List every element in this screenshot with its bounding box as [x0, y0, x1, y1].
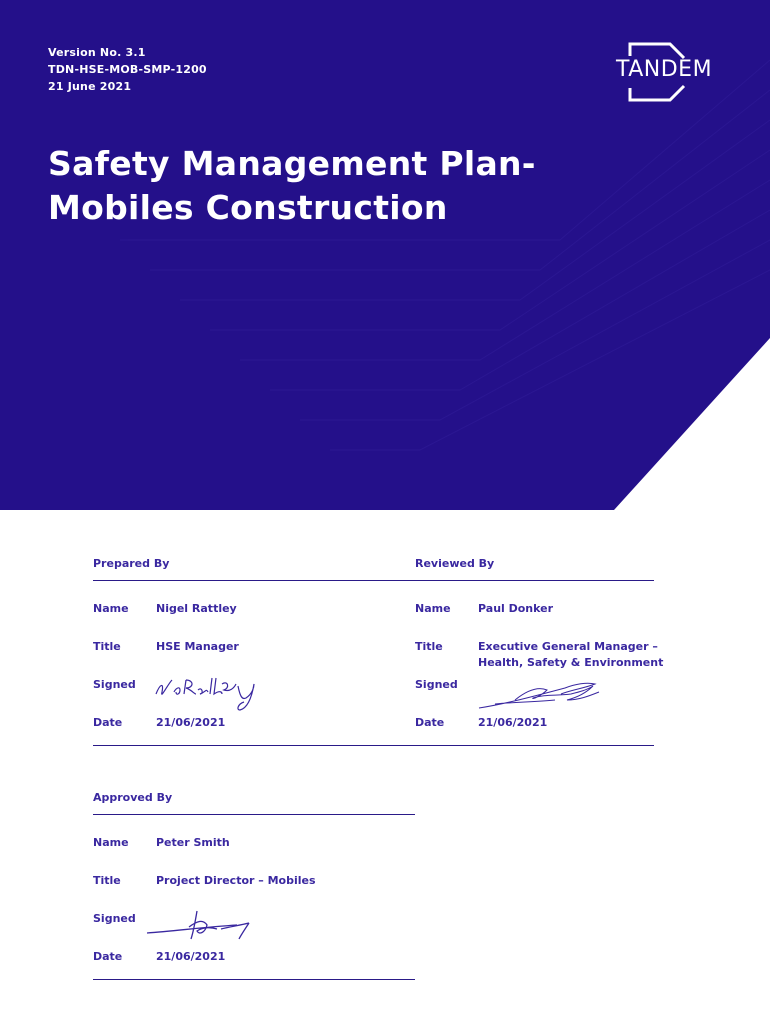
- prepared-top-rule: [93, 580, 413, 581]
- approved-bottom-rule: [93, 979, 415, 980]
- reviewed-signed-label: Signed: [415, 678, 458, 691]
- prepared-name: Nigel Rattley: [156, 602, 237, 615]
- approved-top-rule: [93, 814, 415, 815]
- prepared-date-label: Date: [93, 716, 123, 729]
- document-code: TDN-HSE-MOB-SMP-1200: [48, 63, 207, 76]
- logo-wordmark: TANDEM: [616, 57, 713, 82]
- approved-date: 21/06/2021: [156, 950, 226, 963]
- prepared-signature: [150, 670, 270, 716]
- prepared-date: 21/06/2021: [156, 716, 226, 729]
- reviewed-signature: [475, 676, 610, 712]
- reviewed-title-line-2: Health, Safety & Environment: [478, 656, 664, 669]
- approved-date-label: Date: [93, 950, 123, 963]
- prepared-signed-label: Signed: [93, 678, 136, 691]
- reviewed-by-heading: Reviewed By: [415, 557, 495, 570]
- version-number: Version No. 3.1: [48, 46, 146, 59]
- reviewed-name: Paul Donker: [478, 602, 554, 615]
- reviewed-date-label: Date: [415, 716, 445, 729]
- title-line-2: Mobiles Construction: [48, 188, 448, 227]
- approved-name-label: Name: [93, 836, 129, 849]
- reviewed-name-label: Name: [415, 602, 451, 615]
- approved-signed-label: Signed: [93, 912, 136, 925]
- prepared-name-label: Name: [93, 602, 129, 615]
- reviewed-top-rule: [413, 580, 654, 581]
- signoff-bottom-rule: [93, 745, 654, 746]
- reviewed-title-line-1: Executive General Manager –: [478, 640, 658, 653]
- prepared-by-heading: Prepared By: [93, 557, 170, 570]
- tandem-logo: [610, 40, 728, 104]
- prepared-title-label: Title: [93, 640, 121, 653]
- prepared-title: HSE Manager: [156, 640, 239, 653]
- cover-panel: [0, 0, 770, 510]
- document-date: 21 June 2021: [48, 80, 132, 93]
- reviewed-title-label: Title: [415, 640, 443, 653]
- title-line-1: Safety Management Plan-: [48, 144, 536, 183]
- approved-name: Peter Smith: [156, 836, 230, 849]
- approved-title: Project Director – Mobiles: [156, 874, 316, 887]
- document-title: [48, 142, 536, 230]
- reviewed-date: 21/06/2021: [478, 716, 548, 729]
- reviewed-title: [478, 639, 663, 671]
- approved-signature: [145, 905, 260, 945]
- approved-by-heading: Approved By: [93, 791, 173, 804]
- document-meta: [48, 44, 207, 95]
- approved-title-label: Title: [93, 874, 121, 887]
